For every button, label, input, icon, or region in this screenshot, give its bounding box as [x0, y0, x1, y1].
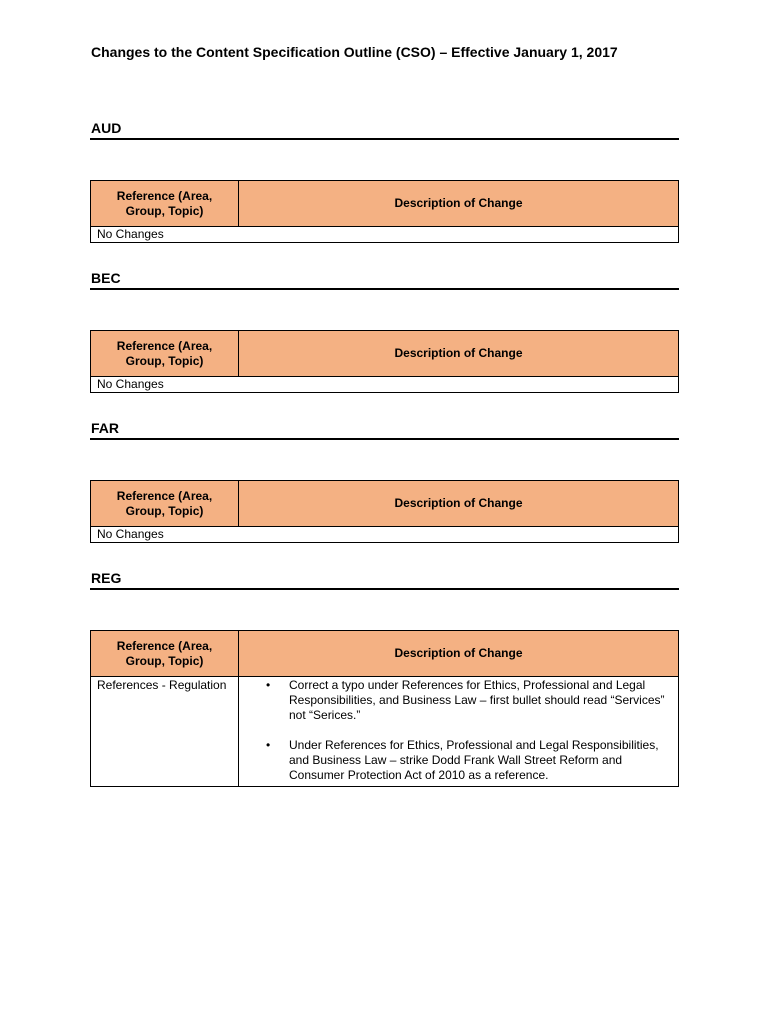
section-far — [90, 418, 679, 541]
no-changes-cell: No Changes — [91, 377, 679, 393]
no-changes-cell: No Changes — [91, 227, 679, 243]
changes-table — [90, 330, 679, 393]
bullet-icon: • — [266, 738, 271, 752]
table-header-row — [91, 631, 679, 677]
reference-column-header: Reference (Area, Group, Topic) — [91, 331, 239, 377]
reference-column-header: Reference (Area, Group, Topic) — [91, 481, 239, 527]
changes-table — [90, 180, 679, 243]
table-row — [91, 377, 679, 393]
change-list — [251, 678, 666, 783]
section-reg — [90, 568, 679, 782]
table-row — [91, 527, 679, 543]
description-column-header: Description of Change — [239, 631, 679, 677]
description-column-header: Description of Change — [239, 481, 679, 527]
description-cell — [239, 677, 679, 787]
change-text: Under References for Ethics, Professional and Legal Responsibilities, and Business Law – strike Dodd Frank Wall Street Reform and Consumer Protection Act of 2010 as a reference. — [289, 738, 659, 782]
document-title: Changes to the Content Specification Outline (CSO) – Effective January 1, 2017 — [91, 44, 618, 60]
reference-cell: References - Regulation — [91, 677, 239, 787]
list-item — [266, 678, 666, 723]
section-aud — [90, 118, 679, 241]
description-column-header: Description of Change — [239, 181, 679, 227]
bullet-icon: • — [266, 678, 271, 692]
reference-column-header: Reference (Area, Group, Topic) — [91, 631, 239, 677]
table-header-row — [91, 331, 679, 377]
no-changes-cell: No Changes — [91, 527, 679, 543]
changes-table — [90, 480, 679, 543]
reference-column-header: Reference (Area, Group, Topic) — [91, 181, 239, 227]
section-bec — [90, 268, 679, 391]
table-row — [91, 677, 679, 787]
section-heading: FAR — [90, 418, 679, 440]
change-text: Correct a typo under References for Ethics, Professional and Legal Responsibilities, and Business Law – first bullet should read “Services” not “Serices.” — [289, 678, 665, 722]
section-heading: REG — [90, 568, 679, 590]
table-header-row — [91, 181, 679, 227]
list-item — [266, 738, 666, 783]
description-column-header: Description of Change — [239, 331, 679, 377]
table-header-row — [91, 481, 679, 527]
changes-table — [90, 630, 679, 787]
table-row — [91, 227, 679, 243]
section-heading: BEC — [90, 268, 679, 290]
section-heading: AUD — [90, 118, 679, 140]
